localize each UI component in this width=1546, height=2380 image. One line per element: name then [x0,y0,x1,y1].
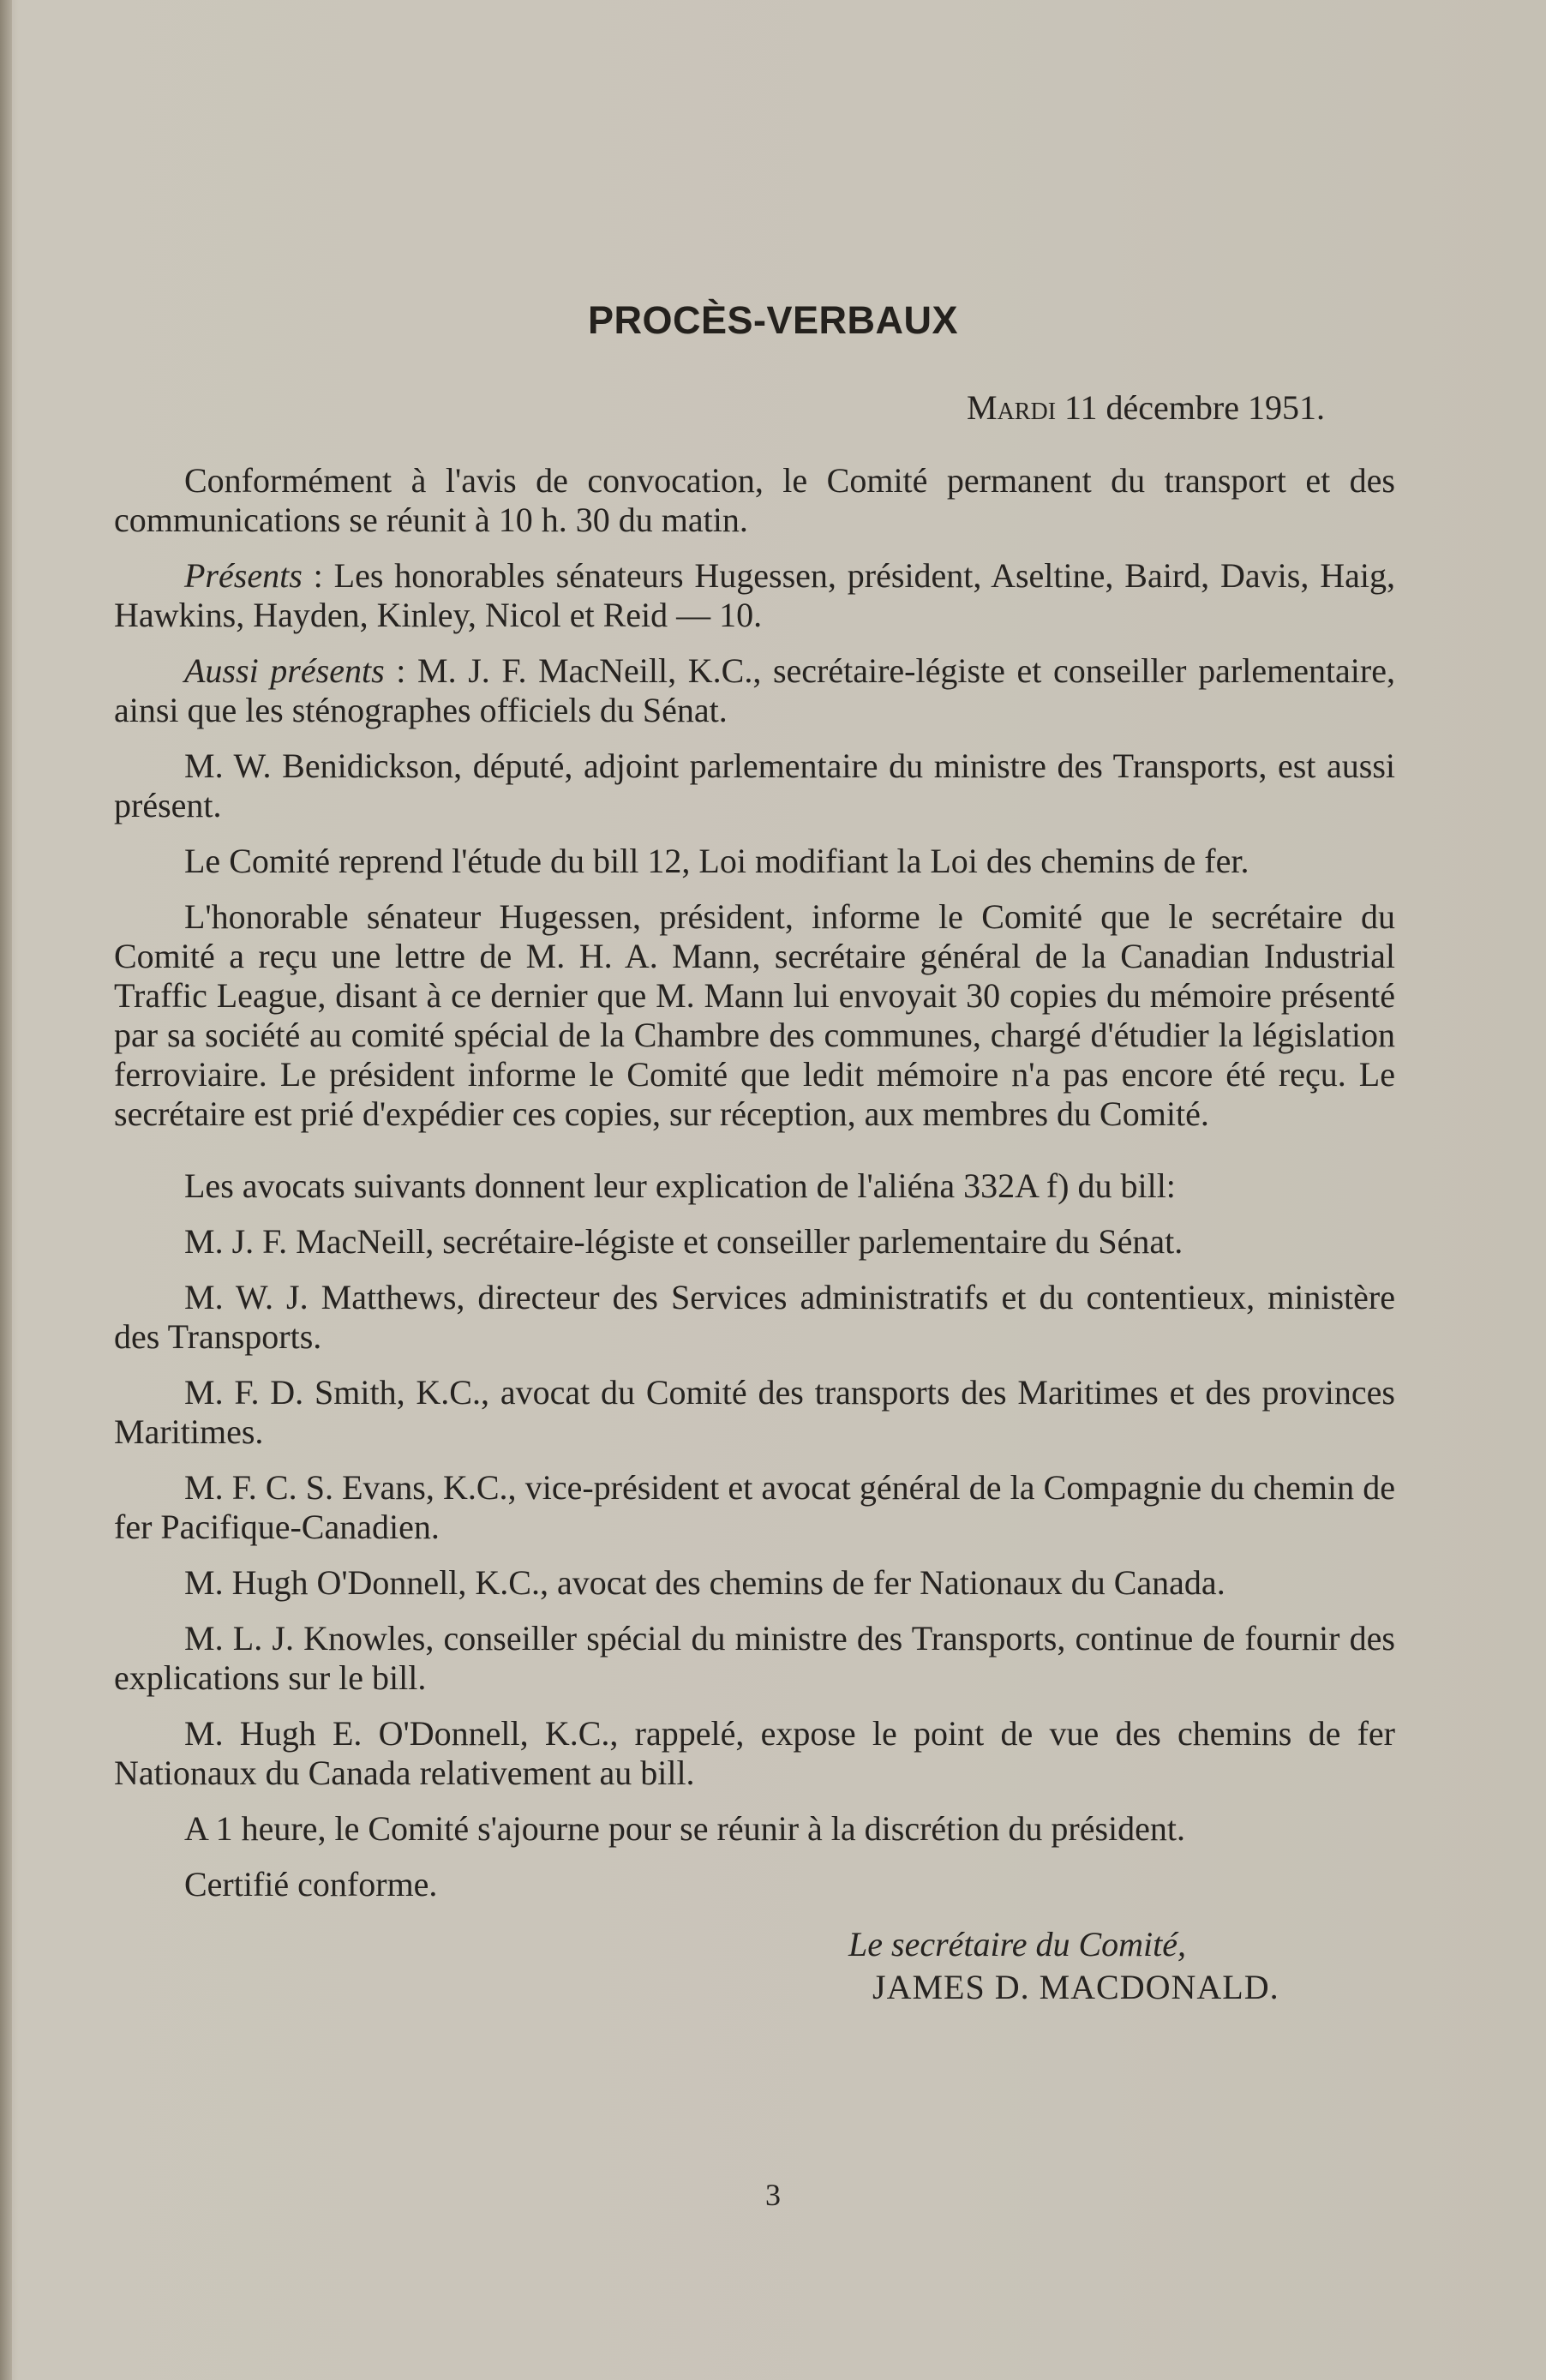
page-title: PROCÈS-VERBAUX [587,298,959,342]
signature-name: JAMES D. MACDONALD. [872,1968,1279,2006]
paragraph [114,1619,1395,1698]
paragraph-text: M. F. C. S. Evans, K.C., vice-président et avocat général de la Compagnie du chemin de fer Pacifique-Canadien. [114,1468,1395,1546]
paragraph [114,651,1395,730]
signature-role: Le secrétaire du Comité, [848,1925,1187,1963]
paragraph-lead: Aussi présents [184,651,385,690]
paragraph-lead: Présents [184,556,303,595]
paragraph [114,556,1395,635]
date-rest: 11 décembre 1951. [1056,388,1325,427]
paragraph-text: M. Hugh E. O'Donnell, K.C., rappelé, expose le point de vue des chemins de fer Nationaux du Canada relativement au bill. [114,1714,1395,1792]
paragraph-text: : Les honorables sénateurs Hugessen, président, Aseltine, Baird, Davis, Haig, Hawkins, Hayden, Kinley, Nicol et Reid — 10. [114,556,1395,634]
paragraph [114,1865,1395,1904]
meeting-date [967,387,1325,428]
page-number: 3 [765,2178,781,2212]
paragraph-text: M. J. F. MacNeill, secrétaire-légiste et conseiller parlementaire du Sénat. [184,1222,1183,1261]
paragraph [114,842,1395,881]
paragraph-text: M. F. D. Smith, K.C., avocat du Comité des transports des Maritimes et des provinces Maritimes. [114,1373,1395,1451]
paragraph [114,1563,1395,1603]
paragraph-text: Certifié conforme. [184,1865,438,1903]
paragraph [114,461,1395,540]
paragraph [114,1809,1395,1849]
binding-edge [0,0,12,2380]
date-day: Mardi [967,388,1057,427]
paragraph-text: M. W. J. Matthews, directeur des Services administratifs et du contentieux, ministère des Transports. [114,1278,1395,1356]
paragraph-text: : M. J. F. MacNeill, K.C., secrétaire-légiste et conseiller parlementaire, ainsi que les sténographes officiels du Sénat. [114,651,1395,729]
paragraph [114,746,1395,825]
paragraph-text: Les avocats suivants donnent leur explication de l'aliéna 332A f) du bill: [184,1166,1176,1205]
paragraph-text: L'honorable sénateur Hugessen, président, informe le Comité que le secrétaire du Comité a reçu une lettre de M. H. A. Mann, secrétaire général de la Canadian Industrial Traffic League, disant à ce dernier que M. Mann lui envoyait 30 copies du mémoire présenté par sa société au comité spécial de la Chambre des communes, chargé d'étudier la législation ferroviaire. Le président informe le Comité que ledit mémoire n'a pas encore été reçu. Le secrétaire est prié d'expédier ces copies, sur réception, aux membres du Comité. [114,897,1395,1133]
paragraph-text: M. Hugh O'Donnell, K.C., avocat des chemins de fer Nationaux du Canada. [184,1563,1225,1602]
paragraph-text: Conformément à l'avis de convocation, le Comité permanent du transport et des communications se réunit à 10 h. 30 du matin. [114,461,1395,539]
minutes-body [114,461,1395,1921]
paragraph [114,1278,1395,1357]
signature-block [848,1923,1279,2009]
paragraph-text: M. L. J. Knowles, conseiller spécial du ministre des Transports, continue de fournir des explications sur le bill. [114,1619,1395,1697]
paragraph [114,1222,1395,1262]
paragraph [114,1166,1395,1206]
paragraph [114,897,1395,1134]
paragraph [114,1373,1395,1452]
paragraph [114,1468,1395,1547]
paragraph-text: M. W. Benidickson, député, adjoint parlementaire du ministre des Transports, est aussi présent. [114,746,1395,824]
paragraph [114,1714,1395,1793]
paragraph-text: A 1 heure, le Comité s'ajourne pour se réunir à la discrétion du président. [184,1809,1185,1848]
paragraph-text: Le Comité reprend l'étude du bill 12, Loi modifiant la Loi des chemins de fer. [184,842,1249,880]
